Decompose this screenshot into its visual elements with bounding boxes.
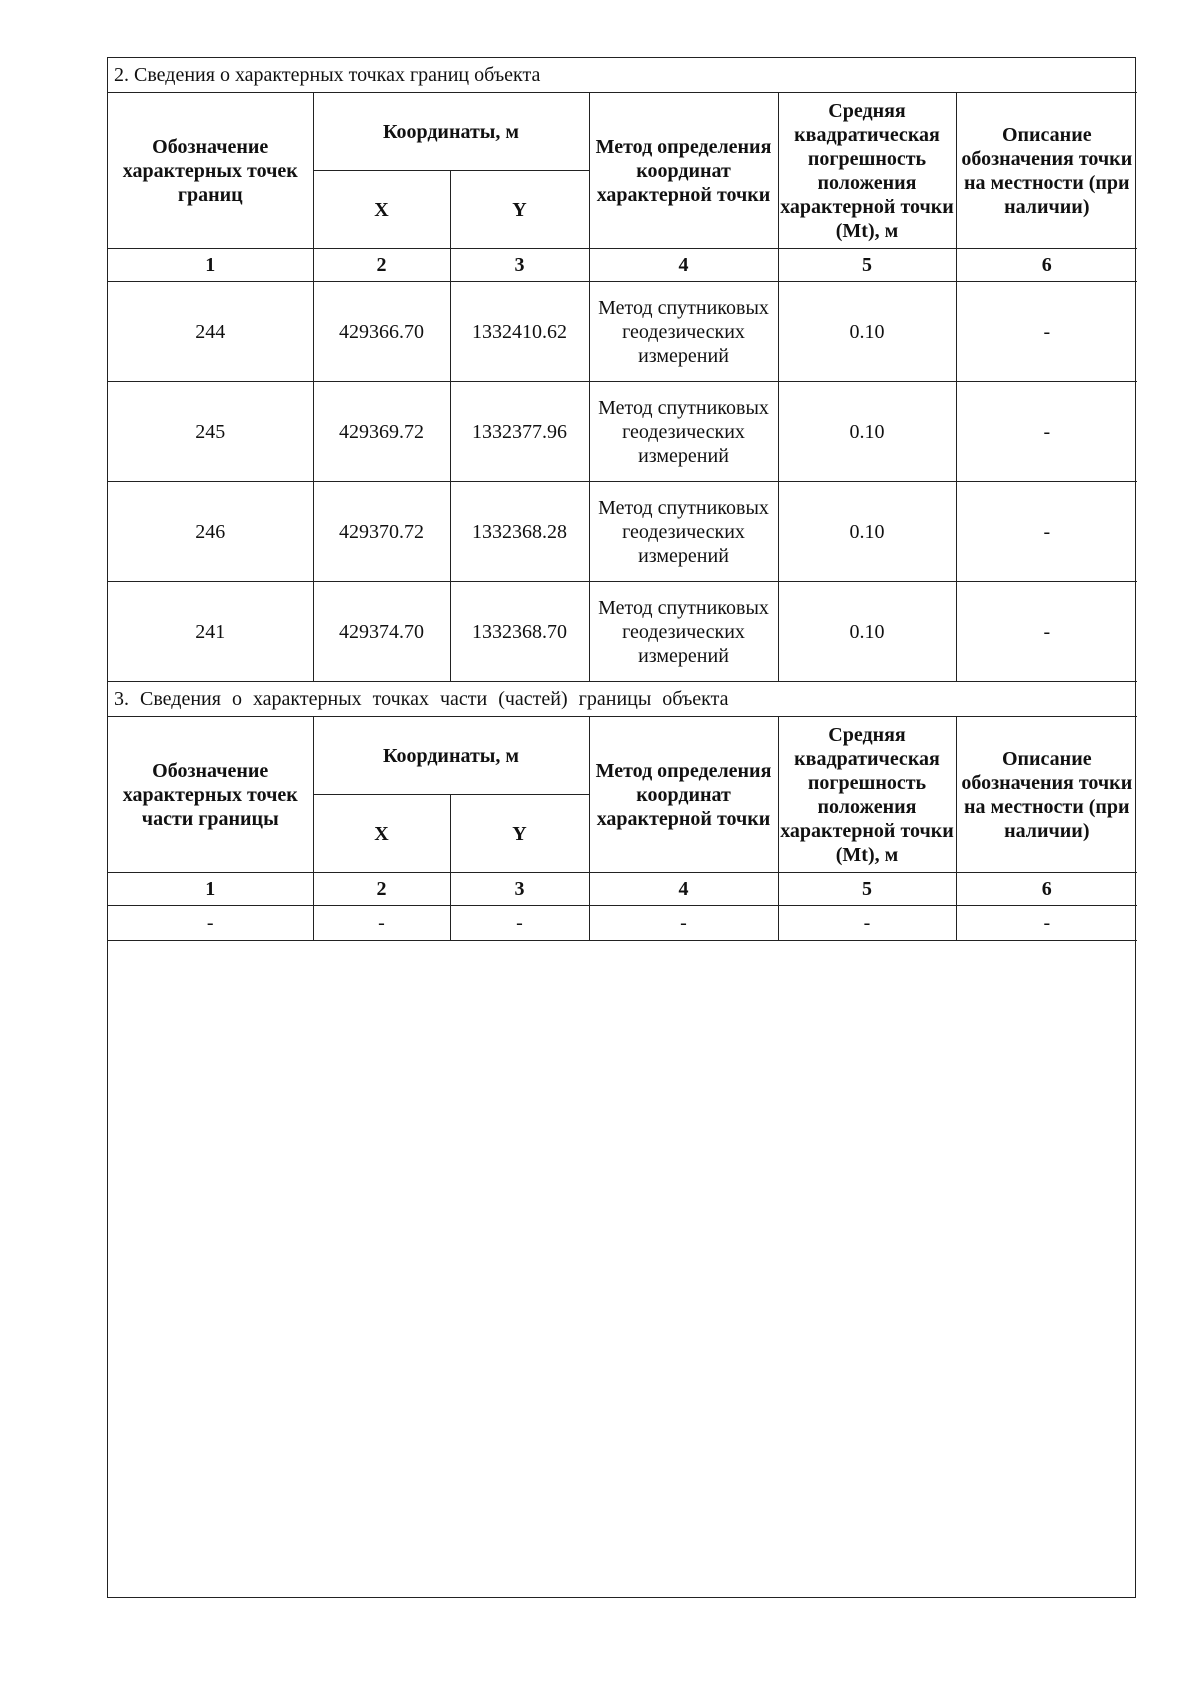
column-number: 1 (108, 249, 313, 282)
coord-y: 1332368.28 (450, 482, 589, 582)
coord-y: 1332377.96 (450, 382, 589, 482)
coord-x: 429370.72 (313, 482, 450, 582)
coord-x: 429366.70 (313, 282, 450, 382)
method: - (589, 906, 778, 941)
coord-y: - (450, 906, 589, 941)
section-2-title: 2. Сведения о характерных точках границ объекта (108, 58, 1137, 93)
header-description: Описание обозначения точки на местности (при наличии) (956, 717, 1137, 873)
column-number: 5 (778, 873, 956, 906)
header-coordinates: Координаты, м (313, 93, 589, 171)
table-row (108, 906, 1137, 941)
method: Метод спутниковых геодезических измерений (589, 482, 778, 582)
description: - (956, 482, 1137, 582)
document-frame (107, 57, 1136, 1598)
method: Метод спутниковых геодезических измерений (589, 382, 778, 482)
header-method: Метод определения координат характерной точки (589, 93, 778, 249)
point-id: 246 (108, 482, 313, 582)
column-number: 6 (956, 873, 1137, 906)
column-number: 3 (450, 249, 589, 282)
header-coordinates: Координаты, м (313, 717, 589, 795)
column-number: 2 (313, 873, 450, 906)
description: - (956, 906, 1137, 941)
header-y: Y (450, 795, 589, 873)
coord-x: 429374.70 (313, 582, 450, 682)
column-number: 1 (108, 873, 313, 906)
column-number: 4 (589, 249, 778, 282)
point-id: 241 (108, 582, 313, 682)
column-number: 4 (589, 873, 778, 906)
coord-y: 1332368.70 (450, 582, 589, 682)
column-numbers-row (108, 249, 1137, 282)
header-error: Средняя квадратическая погрешность положения характерной точки (Mt), м (778, 717, 956, 873)
method: Метод спутниковых геодезических измерений (589, 282, 778, 382)
section-3-title: 3. Сведения о характерных точках части (частей) границы объекта (108, 682, 1137, 717)
header-method: Метод определения координат характерной точки (589, 717, 778, 873)
column-number: 5 (778, 249, 956, 282)
header-designation: Обозначение характерных точек части границы (108, 717, 313, 873)
boundary-points-table (108, 58, 1137, 941)
mt-error: 0.10 (778, 582, 956, 682)
coord-x: 429369.72 (313, 382, 450, 482)
table-row (108, 582, 1137, 682)
method: Метод спутниковых геодезических измерений (589, 582, 778, 682)
point-id: 245 (108, 382, 313, 482)
mt-error: 0.10 (778, 482, 956, 582)
header-error: Средняя квадратическая погрешность положения характерной точки (Mt), м (778, 93, 956, 249)
coord-y: 1332410.62 (450, 282, 589, 382)
header-designation: Обозначение характерных точек границ (108, 93, 313, 249)
table-row (108, 382, 1137, 482)
column-numbers-row (108, 873, 1137, 906)
description: - (956, 582, 1137, 682)
column-number: 2 (313, 249, 450, 282)
description: - (956, 382, 1137, 482)
table-row (108, 482, 1137, 582)
mt-error: 0.10 (778, 382, 956, 482)
coord-x: - (313, 906, 450, 941)
header-y: Y (450, 171, 589, 249)
column-number: 6 (956, 249, 1137, 282)
description: - (956, 282, 1137, 382)
header-x: X (313, 171, 450, 249)
point-id: - (108, 906, 313, 941)
header-x: X (313, 795, 450, 873)
column-number: 3 (450, 873, 589, 906)
mt-error: - (778, 906, 956, 941)
point-id: 244 (108, 282, 313, 382)
header-description: Описание обозначения точки на местности (при наличии) (956, 93, 1137, 249)
table-row (108, 282, 1137, 382)
mt-error: 0.10 (778, 282, 956, 382)
